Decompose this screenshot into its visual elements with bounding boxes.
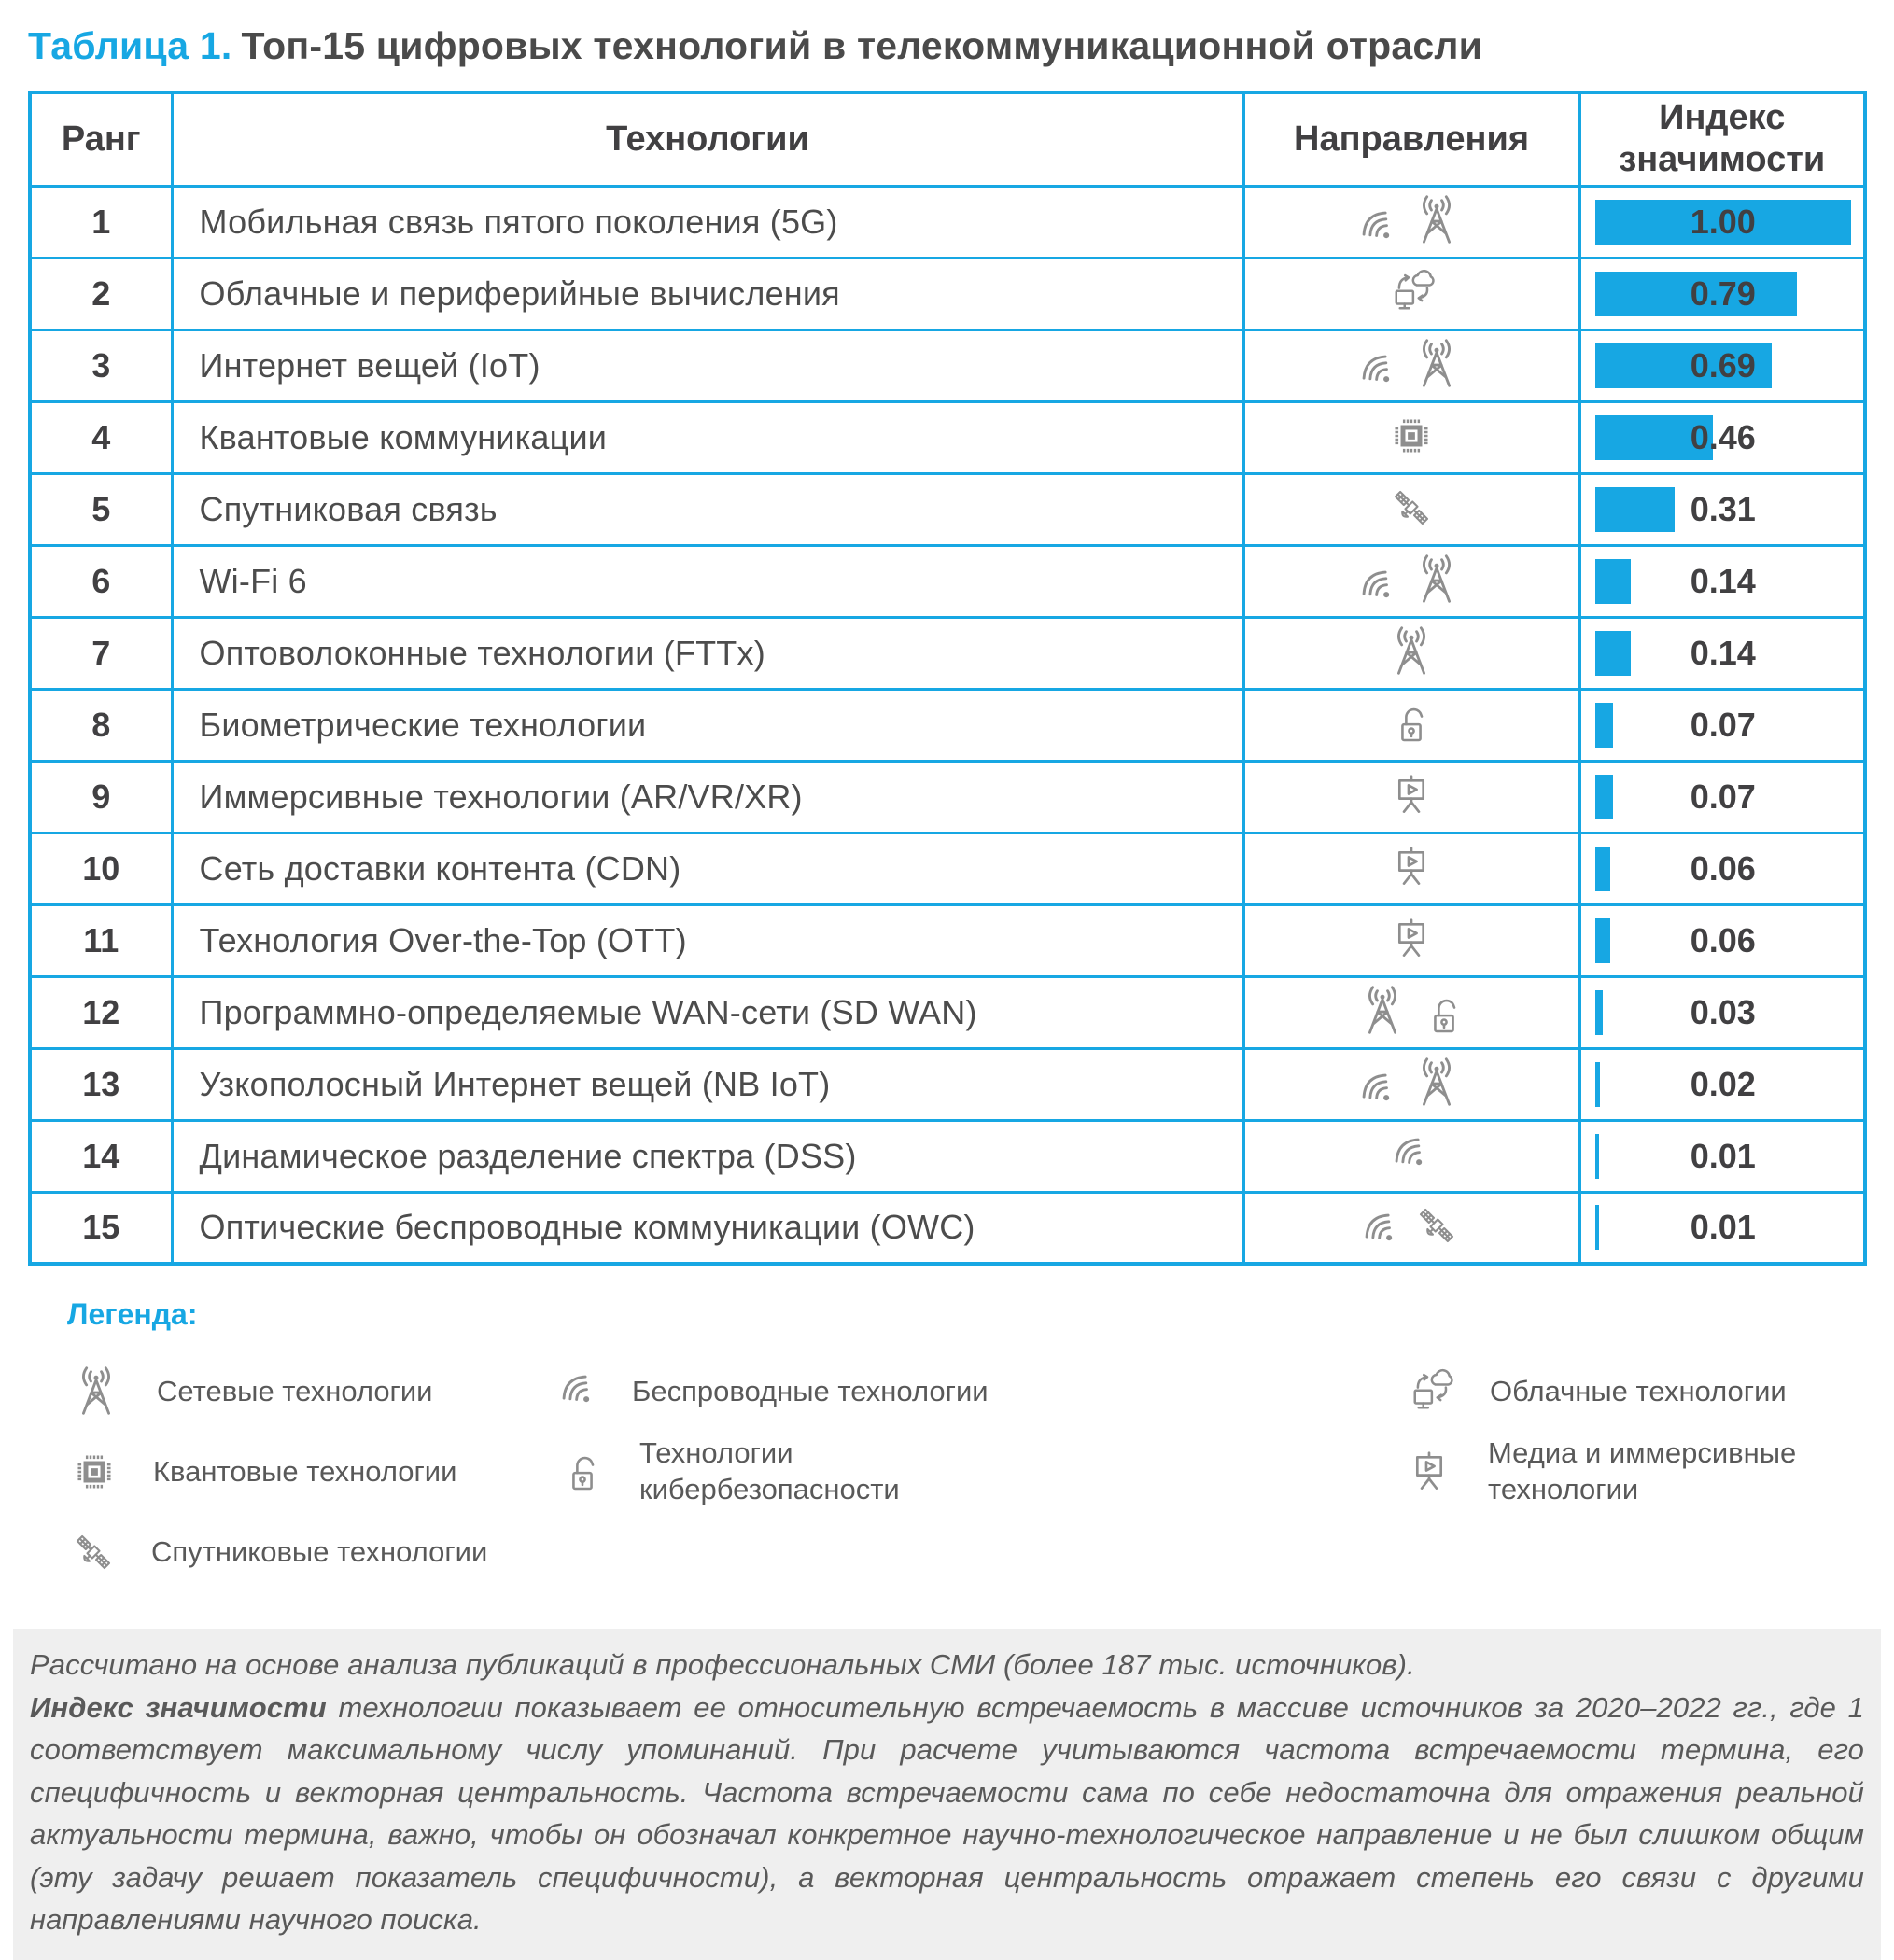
direction-icons bbox=[1245, 623, 1578, 684]
rank-cell: 9 bbox=[30, 761, 172, 833]
report-figure bbox=[0, 24, 1894, 1960]
index-value: 0.79 bbox=[1690, 273, 1756, 313]
directions-cell bbox=[1243, 1120, 1579, 1192]
directions-cell bbox=[1243, 258, 1579, 329]
legend-grid bbox=[67, 1354, 1866, 1595]
index-value: 0.46 bbox=[1690, 417, 1756, 456]
table-row bbox=[30, 1048, 1865, 1120]
index-cell bbox=[1579, 1048, 1865, 1120]
index-value: 1.00 bbox=[1690, 202, 1756, 241]
index-bar-wrap bbox=[1595, 918, 1852, 963]
directions-cell bbox=[1243, 761, 1579, 833]
media-icon bbox=[1384, 912, 1438, 966]
index-bar-wrap bbox=[1595, 1134, 1852, 1179]
index-cell bbox=[1579, 904, 1865, 976]
index-bar-wrap bbox=[1595, 487, 1852, 532]
rank-cell: 2 bbox=[30, 258, 172, 329]
direction-icons bbox=[1245, 840, 1578, 898]
legend-item-label: Технологии кибербезопасности bbox=[639, 1436, 900, 1505]
index-cell bbox=[1579, 473, 1865, 545]
directions-cell bbox=[1243, 186, 1579, 258]
network-icon bbox=[1408, 335, 1466, 393]
wireless-icon bbox=[1357, 1069, 1400, 1112]
index-value: 0.06 bbox=[1690, 848, 1756, 888]
index-value: 0.31 bbox=[1690, 489, 1756, 528]
index-cell bbox=[1579, 258, 1865, 329]
directions-cell bbox=[1243, 904, 1579, 976]
table-row bbox=[30, 473, 1865, 545]
index-cell bbox=[1579, 833, 1865, 904]
direction-icons bbox=[1245, 1133, 1578, 1180]
directions-cell bbox=[1243, 833, 1579, 904]
index-bar-wrap bbox=[1595, 990, 1852, 1035]
direction-icons bbox=[1245, 982, 1578, 1043]
legend-title: Легенда: bbox=[67, 1297, 198, 1331]
footnote-term: Индекс значимости bbox=[30, 1690, 327, 1724]
directions-cell bbox=[1243, 545, 1579, 617]
rank-cell: 15 bbox=[30, 1192, 172, 1264]
network-icon bbox=[67, 1363, 125, 1421]
security-icon bbox=[1419, 989, 1469, 1040]
rank-cell: 1 bbox=[30, 186, 172, 258]
index-value: 0.02 bbox=[1690, 1064, 1756, 1103]
direction-icons bbox=[1245, 768, 1578, 826]
table-row bbox=[30, 976, 1865, 1048]
rank-cell: 3 bbox=[30, 329, 172, 401]
col-header-tech: Технологии bbox=[172, 92, 1243, 186]
index-bar-wrap bbox=[1595, 631, 1852, 676]
index-bar-wrap bbox=[1595, 703, 1852, 748]
index-value: 0.01 bbox=[1690, 1136, 1756, 1175]
tech-name-cell: Биометрические технологии bbox=[172, 689, 1243, 761]
direction-icons bbox=[1245, 482, 1578, 538]
wireless-icon bbox=[1360, 1209, 1403, 1252]
index-value: 0.69 bbox=[1690, 345, 1756, 385]
rank-cell: 5 bbox=[30, 473, 172, 545]
legend-item-label: Спутниковые технологии bbox=[151, 1534, 488, 1568]
tech-name-cell: Программно-определяемые WAN-сети (SD WAN) bbox=[172, 976, 1243, 1048]
security-icon bbox=[1386, 698, 1437, 749]
col-header-rank: Ранг bbox=[30, 92, 172, 186]
table-header bbox=[30, 92, 1865, 186]
title-text: Топ-15 цифровых технологий в телекоммуникационной отрасли bbox=[241, 24, 1483, 67]
index-cell bbox=[1579, 1192, 1865, 1264]
index-value: 0.06 bbox=[1690, 920, 1756, 959]
directions-cell bbox=[1243, 473, 1579, 545]
tech-name-cell: Мобильная связь пятого поколения (5G) bbox=[172, 186, 1243, 258]
index-bar-wrap bbox=[1595, 559, 1852, 604]
table-row bbox=[30, 904, 1865, 976]
index-value: 0.14 bbox=[1690, 633, 1756, 672]
index-value: 0.07 bbox=[1690, 777, 1756, 816]
media-icon bbox=[1402, 1445, 1456, 1499]
rank-cell: 14 bbox=[30, 1120, 172, 1192]
direction-icons bbox=[1245, 335, 1578, 397]
index-value: 0.03 bbox=[1690, 992, 1756, 1031]
cloud-icon bbox=[1383, 264, 1439, 320]
wireless-icon bbox=[1390, 1133, 1433, 1176]
directions-cell bbox=[1243, 689, 1579, 761]
table-row bbox=[30, 689, 1865, 761]
col-header-index: Индекс значимости bbox=[1579, 92, 1865, 186]
legend-item bbox=[67, 1515, 557, 1589]
legend-column bbox=[67, 1354, 557, 1595]
table-row bbox=[30, 617, 1865, 689]
index-cell bbox=[1579, 1120, 1865, 1192]
table-body bbox=[30, 186, 1865, 1264]
tech-name-cell: Оптические беспроводные коммуникации (OWC) bbox=[172, 1192, 1243, 1264]
legend-item bbox=[1402, 1354, 1866, 1429]
tech-name-cell: Облачные и периферийные вычисления bbox=[172, 258, 1243, 329]
table-row bbox=[30, 401, 1865, 473]
index-value: 0.07 bbox=[1690, 705, 1756, 744]
direction-icons bbox=[1245, 264, 1578, 324]
legend-item bbox=[557, 1354, 1402, 1429]
directions-cell bbox=[1243, 1192, 1579, 1264]
index-cell bbox=[1579, 976, 1865, 1048]
index-cell bbox=[1579, 186, 1865, 258]
satellite-icon bbox=[67, 1526, 119, 1578]
satellite-icon bbox=[1385, 482, 1438, 534]
direction-icons bbox=[1245, 191, 1578, 253]
table-row bbox=[30, 1120, 1865, 1192]
directions-cell bbox=[1243, 329, 1579, 401]
legend-column bbox=[1402, 1354, 1866, 1515]
quantum-icon bbox=[1384, 409, 1438, 463]
index-cell bbox=[1579, 545, 1865, 617]
rank-cell: 10 bbox=[30, 833, 172, 904]
footnote-block bbox=[13, 1629, 1881, 1960]
tech-name-cell: Оптоволоконные технологии (FTTx) bbox=[172, 617, 1243, 689]
security-icon bbox=[557, 1447, 608, 1497]
table-row bbox=[30, 833, 1865, 904]
index-value: 0.14 bbox=[1690, 561, 1756, 600]
network-icon bbox=[1354, 982, 1411, 1040]
index-bar-wrap bbox=[1595, 415, 1852, 460]
tech-name-cell: Технология Over-the-Top (OTT) bbox=[172, 904, 1243, 976]
index-cell bbox=[1579, 689, 1865, 761]
legend-item-label: Беспроводные технологии bbox=[632, 1374, 989, 1407]
legend-item bbox=[557, 1435, 1402, 1509]
tech-name-cell: Иммерсивные технологии (AR/VR/XR) bbox=[172, 761, 1243, 833]
legend-item-label: Квантовые технологии bbox=[153, 1454, 457, 1488]
legend-item bbox=[67, 1354, 557, 1429]
direction-icons bbox=[1245, 409, 1578, 467]
table-row bbox=[30, 258, 1865, 329]
cloud-icon bbox=[1402, 1364, 1458, 1420]
index-cell bbox=[1579, 761, 1865, 833]
directions-cell bbox=[1243, 1048, 1579, 1120]
footnote-body: технологии показывает ее относительную встречаемость в массиве источников за 2020–2022 гг., где 1 соответствует максимальному числу упоминаний. При расчете учитываются частота встречаемости термина, его специфичность и векторная центральность. Частота встречаемости сама по себе недостаточна для отражения реальной актуальности термина, важно, чтобы он обозначал конкретное научно-технологическое направление и не был слишком общим (эту задачу решает показатель специфичности), а векторная центральность отражает степень его связи с другими направлениями научного поиска. bbox=[30, 1690, 1864, 1937]
index-bar-wrap bbox=[1595, 343, 1852, 388]
index-cell bbox=[1579, 329, 1865, 401]
index-value: 0.01 bbox=[1690, 1208, 1756, 1247]
index-bar-wrap bbox=[1595, 775, 1852, 819]
table-row bbox=[30, 186, 1865, 258]
page-title bbox=[28, 24, 1866, 68]
wireless-icon bbox=[1357, 566, 1400, 609]
network-icon bbox=[1408, 1054, 1466, 1112]
tech-name-cell: Интернет вещей (IoT) bbox=[172, 329, 1243, 401]
directions-cell bbox=[1243, 401, 1579, 473]
legend-item-label: Медиа и иммерсивные технологии bbox=[1488, 1436, 1797, 1505]
table-row bbox=[30, 761, 1865, 833]
rank-cell: 13 bbox=[30, 1048, 172, 1120]
network-icon bbox=[1382, 623, 1440, 680]
tech-name-cell: Узкополосный Интернет вещей (NB IoT) bbox=[172, 1048, 1243, 1120]
index-bar-wrap bbox=[1595, 200, 1852, 245]
table-number-label: Таблица 1. bbox=[28, 24, 232, 67]
rank-cell: 8 bbox=[30, 689, 172, 761]
directions-cell bbox=[1243, 617, 1579, 689]
media-icon bbox=[1384, 840, 1438, 894]
index-bar-wrap bbox=[1595, 1205, 1852, 1250]
wireless-icon bbox=[1357, 350, 1400, 393]
direction-icons bbox=[1245, 1199, 1578, 1255]
wireless-icon bbox=[1357, 206, 1400, 249]
tech-name-cell: Динамическое разделение спектра (DSS) bbox=[172, 1120, 1243, 1192]
legend-column bbox=[557, 1354, 1402, 1515]
media-icon bbox=[1384, 768, 1438, 822]
header-row bbox=[30, 92, 1865, 186]
network-icon bbox=[1408, 551, 1466, 609]
direction-icons bbox=[1245, 912, 1578, 970]
tech-name-cell: Wi-Fi 6 bbox=[172, 545, 1243, 617]
direction-icons bbox=[1245, 551, 1578, 612]
rank-cell: 7 bbox=[30, 617, 172, 689]
satellite-icon bbox=[1410, 1199, 1463, 1252]
table-row bbox=[30, 329, 1865, 401]
rank-cell: 11 bbox=[30, 904, 172, 976]
directions-cell bbox=[1243, 976, 1579, 1048]
quantum-icon bbox=[67, 1445, 121, 1499]
legend bbox=[67, 1297, 1866, 1595]
legend-item-label: Сетевые технологии bbox=[157, 1374, 433, 1407]
network-icon bbox=[1408, 191, 1466, 249]
rank-cell: 6 bbox=[30, 545, 172, 617]
footnote-source-line: Рассчитано на основе анализа публикаций в профессиональных СМИ (более 187 тыс. источников). bbox=[30, 1648, 1415, 1681]
index-cell bbox=[1579, 401, 1865, 473]
footnote-definition bbox=[30, 1687, 1864, 1941]
top15-technologies-table bbox=[28, 91, 1867, 1266]
index-bar-wrap bbox=[1595, 847, 1852, 891]
table-row bbox=[30, 545, 1865, 617]
rank-cell: 12 bbox=[30, 976, 172, 1048]
tech-name-cell: Спутниковая связь bbox=[172, 473, 1243, 545]
legend-item bbox=[1402, 1435, 1866, 1509]
index-bar-wrap bbox=[1595, 272, 1852, 316]
direction-icons bbox=[1245, 698, 1578, 752]
table-row bbox=[30, 1192, 1865, 1264]
index-cell bbox=[1579, 617, 1865, 689]
legend-item bbox=[67, 1435, 557, 1509]
legend-item-label: Облачные технологии bbox=[1490, 1374, 1787, 1407]
tech-name-cell: Сеть доставки контента (CDN) bbox=[172, 833, 1243, 904]
tech-name-cell: Квантовые коммуникации bbox=[172, 401, 1243, 473]
direction-icons bbox=[1245, 1054, 1578, 1115]
index-bar-wrap bbox=[1595, 1062, 1852, 1107]
rank-cell: 4 bbox=[30, 401, 172, 473]
col-header-directions: Направления bbox=[1243, 92, 1579, 186]
wireless-icon bbox=[557, 1370, 600, 1413]
